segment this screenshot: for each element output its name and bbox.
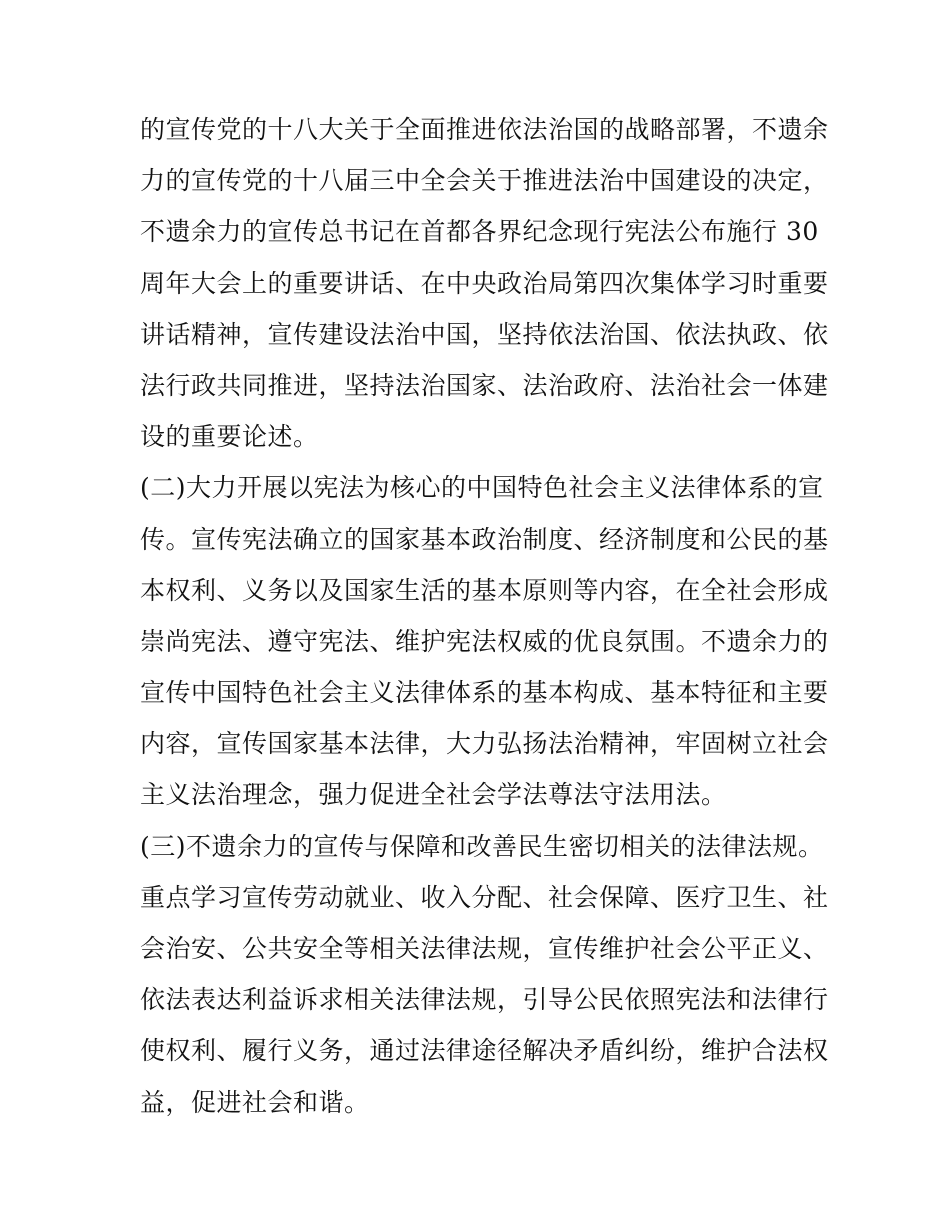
text-line: 使权利、履行义务，通过法律途径解决矛盾纠纷，维护合法权 (140, 1036, 829, 1066)
body-text (140, 104, 829, 1128)
text-line: 内容，宣传国家基本法律，大力弘扬法治精神，牢固树立社会 (140, 729, 829, 759)
section-heading-line: (二)大力开展以宪法为核心的中国特色社会主义法律体系的宣 (140, 473, 824, 503)
text-line: 会治安、公共安全等相关法律法规，宣传维护社会公平正义、 (140, 934, 829, 963)
text-line: 法行政共同推进，坚持法治国家、法治政府、法治社会一体建 (140, 370, 829, 400)
text-line: 讲话精神，宣传建设法治中国，坚持依法治国、依法执政、依 (140, 319, 829, 349)
text-line: 宣传中国特色社会主义法律体系的基本构成、基本特征和主要 (140, 678, 829, 708)
text-line: 力的宣传党的十八届三中全会关于推进法治中国建设的决定， (140, 166, 829, 196)
text-line: 主义法治理念，强力促进全社会学法尊法守法用法。 (140, 780, 727, 810)
text-line: 依法表达利益诉求相关法律法规，引导公民依照宪法和法律行 (140, 985, 829, 1015)
text-line: 传。宣传宪法确立的国家基本政治制度、经济制度和公民的基 (140, 524, 829, 554)
text-line: 不遗余力的宣传总书记在首都各界纪念现行宪法公布施行 30 (140, 217, 819, 247)
text-line: 崇尚宪法、遵守宪法、维护宪法权威的优良氛围。不遗余力的 (140, 626, 829, 656)
text-line: 重点学习宣传劳动就业、收入分配、社会保障、医疗卫生、社 (140, 882, 829, 912)
text-line: 的宣传党的十八大关于全面推进依法治国的战略部署，不遗余 (140, 115, 829, 144)
text-line: 益，促进社会和谐。 (140, 1087, 370, 1117)
text-line: 本权利、义务以及国家生活的基本原则等内容，在全社会形成 (140, 575, 829, 605)
section-heading-line: (三)不遗余力的宣传与保障和改善民生密切相关的法律法规。 (140, 831, 824, 861)
text-line: 设的重要论述。 (140, 422, 319, 452)
text-line: 周年大会上的重要讲话、在中央政治局第四次集体学习时重要 (140, 268, 829, 298)
